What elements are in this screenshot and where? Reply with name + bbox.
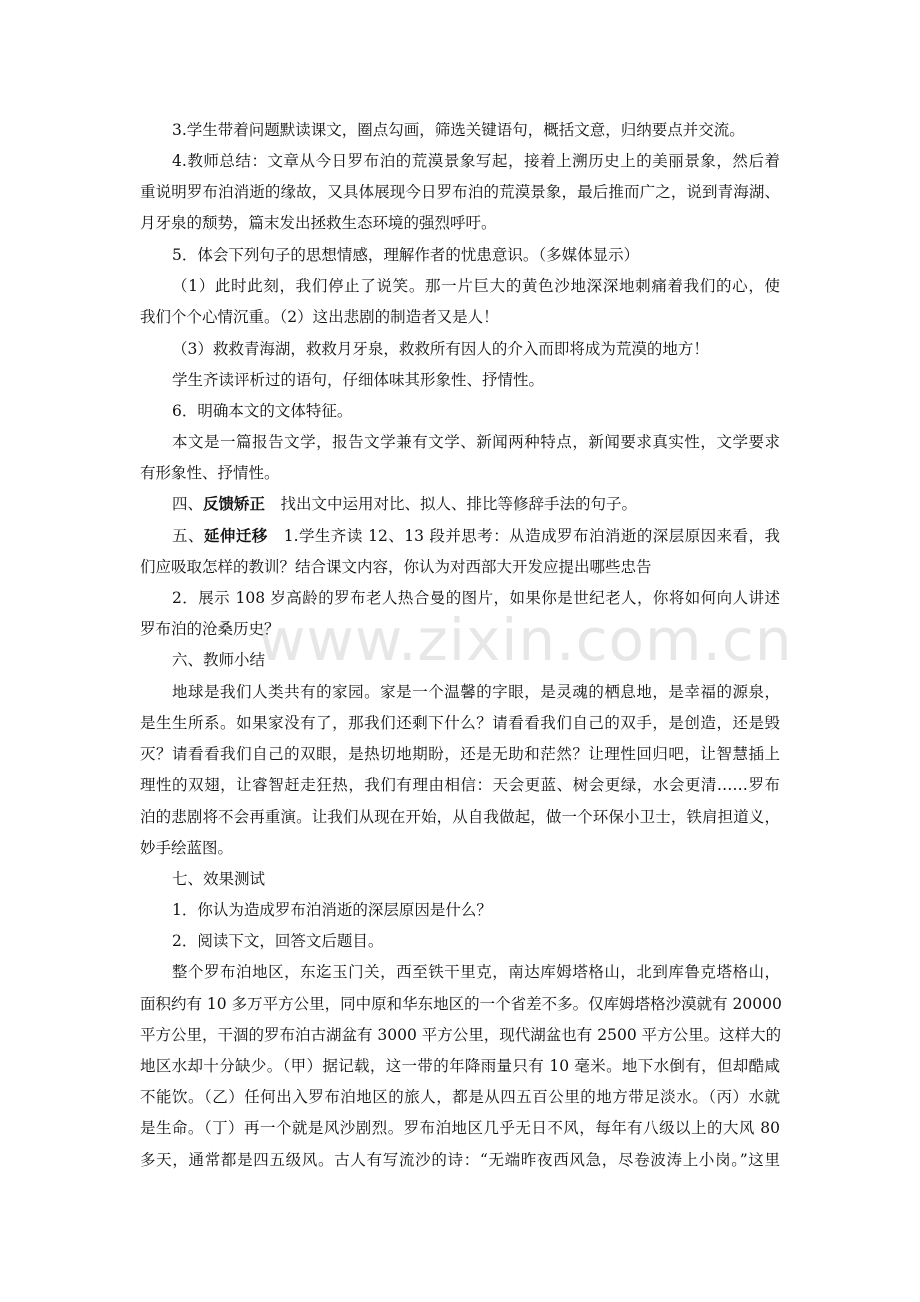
text-line xyxy=(172,494,780,514)
text-line: 妙手绘蓝图。 xyxy=(140,839,234,857)
text-line: 月牙泉的颓势，篇末发出拯救生态环境的强烈呼吁。 xyxy=(140,214,497,232)
section-number: 四、 xyxy=(172,495,204,513)
section-number: 五、 xyxy=(172,527,204,545)
text-line: 多天，通常都是四五级风。古人有写流沙的诗：“无端昨夜西风急，尽卷波涛上小岗。”这里 xyxy=(140,1151,780,1169)
text-line: 学生齐读评析过的语句，仔细体味其形象性、抒情性。 xyxy=(172,371,545,389)
section-text: 找出文中运用对比、拟人、排比等修辞手法的句子。 xyxy=(265,495,638,513)
text-line: 1．你认为造成罗布泊消逝的深层原因是什么？ xyxy=(172,901,492,919)
text-line: 整个罗布泊地区，东迄玉门关，西至铁干里克，南达库姆塔格山，北到库鲁克塔格山， xyxy=(172,963,780,981)
watermark: www.zixin.com.cn xyxy=(258,606,793,674)
text-line: 六、教师小结 xyxy=(172,651,266,669)
section-heading-bold: 延伸迁移 xyxy=(203,526,268,545)
text-line: 我们个个心情沉重。（2）这出悲剧的制造者又是人！ xyxy=(140,308,499,326)
text-line: 有形象性、抒情性。 xyxy=(140,464,280,482)
section-heading-bold: 反馈矫正 xyxy=(203,494,266,513)
text-line: 是生命。（丁）再一个就是风沙剧烈。罗布泊地区几乎无日不风，每年有八级以上的大风 80 xyxy=(140,1119,780,1137)
text-line: （1）此时此刻，我们停止了说笑。那一片巨大的黄色沙地深深地刺痛着我们的心，使 xyxy=(172,277,780,295)
text-line: 泊的悲剧将不会再重演。让我们从现在开始，从自我做起，做一个环保小卫士，铁肩担道义， xyxy=(140,808,780,826)
text-line: 理性的双翅，让睿智赶走狂热，我们有理由相信：天会更蓝、树会更绿，水会更清……罗布 xyxy=(140,776,780,794)
text-line: 本文是一篇报告文学，报告文学兼有文学、新闻两种特点，新闻要求真实性，文学要求 xyxy=(172,433,780,451)
text-line: 地球是我们人类共有的家园。家是一个温馨的字眼，是灵魂的栖息地，是幸福的源泉， xyxy=(172,683,780,701)
text-line: 3.学生带着问题默读课文，圈点勾画，筛选关键语句，概括文意，归纳要点并交流。 xyxy=(172,121,745,139)
text-line: 4.教师总结：文章从今日罗布泊的荒漠景象写起，接着上溯历史上的美丽景象，然后着 xyxy=(172,152,780,170)
text-line: 们应吸取怎样的教训？结合课文内容，你认为对西部大开发应提出哪些忠告 xyxy=(140,558,652,576)
text-line: 2．展示 108 岁高龄的罗布老人热合曼的图片，如果你是世纪老人，你将如何向人讲述 xyxy=(172,589,780,607)
text-line: 面积约有 10 多万平方公里，同中原和华东地区的一个省差不多。仅库姆塔格沙漠就有 20000 xyxy=(140,995,782,1013)
text-line: 重说明罗布泊消逝的缘故，又具体展现今日罗布泊的荒漠景象，最后推而广之，说到青海湖、 xyxy=(140,183,780,201)
text-line: 5．体会下列句子的思想情感，理解作者的忧患意识。（多媒体显示） xyxy=(172,246,640,264)
text-line: 不能饮。（乙）任何出入罗布泊地区的旅人，都是从四五百公里的地方带足淡水。（丙）水就 xyxy=(140,1088,780,1106)
text-line xyxy=(172,526,780,546)
section-text: 1.学生齐读 12、13 段并思考：从造成罗布泊消逝的深层原因来看，我 xyxy=(267,527,780,545)
text-line: 平方公里，干涸的罗布泊古湖盆有 3000 平方公里，现代湖盆也有 2500 平方公里。这样大的 xyxy=(140,1026,782,1044)
text-line: 罗布泊的沧桑历史？ xyxy=(140,620,280,638)
text-line: 2．阅读下文，回答文后题目。 xyxy=(172,932,384,950)
text-line: （3）救救青海湖，救救月牙泉，救救所有因人的介入而即将成为荒漠的地方！ xyxy=(172,340,709,358)
text-line: 灭？请看看我们自己的双眼，是热切地期盼，还是无助和茫然？让理性回归吧，让智慧插上 xyxy=(140,745,780,763)
text-line: 是生生所系。如果家没有了，那我们还剩下什么？请看看我们自己的双手，是创造，还是毁 xyxy=(140,714,780,732)
text-line: 6．明确本文的文体特征。 xyxy=(172,402,353,420)
text-line: 地区水却十分缺少。（甲）据记载，这一带的年降雨量只有 10 毫米。地下水倒有，但却酷咸 xyxy=(140,1057,780,1075)
text-line: 七、效果测试 xyxy=(172,870,266,888)
